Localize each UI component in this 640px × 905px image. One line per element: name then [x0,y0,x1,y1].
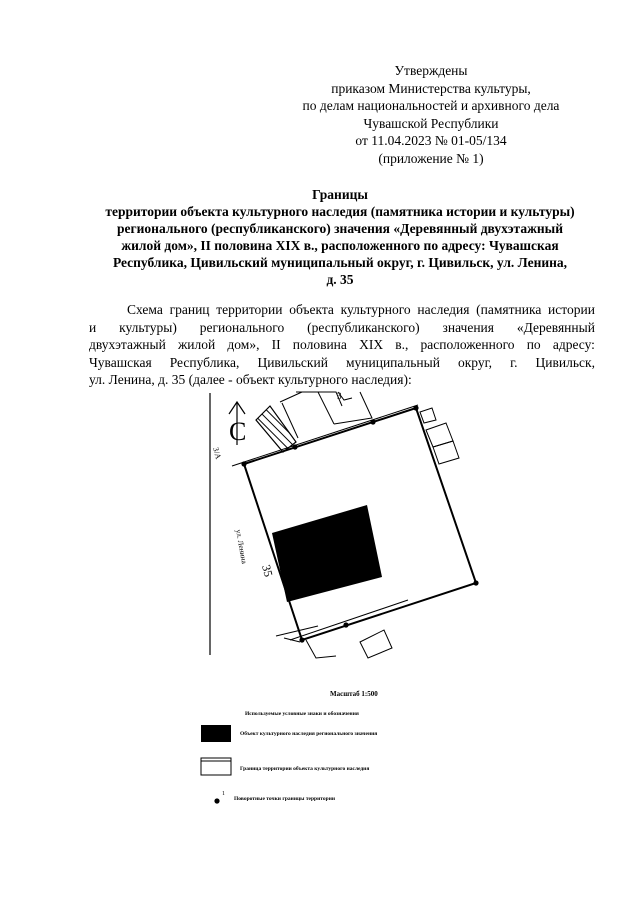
word: по [526,337,541,352]
approval-line: приказом Министерства культуры, [331,80,531,96]
word: «Деревянный [516,319,595,335]
approval-line: (приложение № 1) [378,150,484,166]
word: и [89,319,97,335]
approval-line: по делам национальностей и архивного дела [302,98,560,113]
word: г. [510,354,518,370]
legend-point-number: 1 [222,791,225,797]
road-edge [290,600,408,640]
legend-swatch-boundary [201,758,231,775]
legend-heading: Используемые условные знаки и обозначения [245,711,359,717]
title-line: жилой дом», II половина XIX в., расположенного по адресу: Чувашская [121,238,559,253]
word: половина [292,337,347,352]
street-label: ул. Ленина [234,528,249,565]
paragraph-line: ул. Ленина, д. 35 (далее - объект культурного наследия): [89,372,412,387]
word: культурного [340,302,411,317]
street-label-top: 3/А [211,446,223,461]
word: дом», [227,337,260,352]
north-letter: С [229,417,247,446]
word: XIX [359,337,384,352]
word: Республика, [169,354,240,370]
word: II [271,337,281,352]
title-line: д. 35 [326,272,354,287]
heritage-object [272,505,382,602]
word: двухэтажный [89,337,166,352]
word: объекта [289,302,334,317]
legend-item-heritage: Объект культурного наследия регионального значения [240,731,378,737]
word: Чувашская [89,354,152,370]
hatched-building [256,406,296,452]
word: значения [442,319,494,335]
word: Цивильский [257,354,328,370]
approval-line: от 11.04.2023 № 01-05/134 [355,133,507,148]
title-line: Республика, Цивильский муниципальный округ, г. Цивильск, ул. Ленина, [112,255,568,270]
word: наследия [417,302,470,317]
word: расположенного [420,337,515,352]
word: границ [169,302,210,317]
word: истории [548,302,595,317]
legend-item-points: Поворотные точки границы территории [234,796,336,802]
word: (республиканского) [307,319,420,335]
approval-line: Утверждены [394,63,468,78]
word: Схема [127,302,163,317]
word: (памятника [476,302,542,317]
word: территории [216,302,283,317]
road-edge [232,405,418,466]
word: адресу: [552,337,595,352]
word: культуры) [119,319,177,335]
title-line: регионального (республиканского) значения «Деревянный двухэтажный [117,221,563,236]
legend-swatch-heritage [201,725,231,742]
scale-label: Масштаб 1:500 [330,690,378,698]
word: муниципальный [345,354,440,370]
title-line: Границы [312,187,368,202]
approval-line: Чувашской Республики [363,115,499,131]
house-number: 35 [259,563,276,579]
neighbor-number: 3 [337,391,342,401]
word: жилой [177,337,216,352]
legend-item-boundary: Граница территории объекта культурного наследия [240,766,370,772]
word: регионального [199,319,285,335]
title-line: территории объекта культурного наследия (памятника истории и культуры) [105,204,575,219]
legend-point-marker [214,798,219,803]
word: Цивильск, [535,354,595,370]
word: в., [395,337,409,352]
word: округ, [458,354,493,370]
